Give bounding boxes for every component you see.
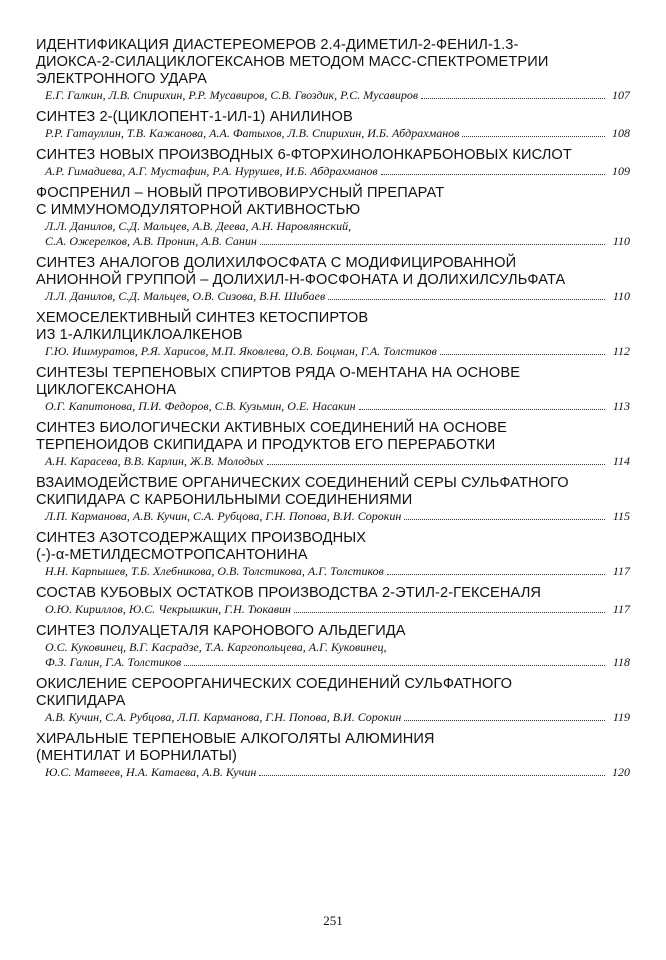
authors-line (45, 289, 630, 304)
entry-title-line: ЭЛЕКТРОННОГО УДАРА (36, 71, 207, 87)
entry-authors (36, 344, 630, 359)
authors-text: О.Г. Капитонова, П.И. Федоров, С.В. Кузьмин, О.Е. Насакин (45, 399, 356, 413)
toc-entry (36, 310, 630, 359)
entry-title-line: ВЗАИМОДЕЙСТВИЕ ОРГАНИЧЕСКИХ СОЕДИНЕНИЙ СЕРЫ СУЛЬФАТНОГО (36, 475, 569, 491)
entry-title-line: ОКИСЛЕНИЕ СЕРООРГАНИЧЕСКИХ СОЕДИНЕНИЙ СУЛЬФАТНОГО (36, 676, 513, 692)
authors-line (45, 602, 630, 617)
dot-leader (440, 353, 605, 355)
entry-title-line: ИДЕНТИФИКАЦИЯ ДИАСТЕРЕОМЕРОВ 2.4-ДИМЕТИЛ-2-ФЕНИЛ-1.3- (36, 37, 519, 53)
entry-title-line: ИЗ 1-АЛКИЛЦИКЛОАЛКЕНОВ (36, 327, 243, 343)
dot-leader (462, 135, 605, 137)
entry-title-line: ТЕРПЕНОИДОВ СКИПИДАРА И ПРОДУКТОВ ЕГО ПЕРЕРАБОТКИ (36, 437, 496, 453)
entry-title-line: СИНТЕЗ БИОЛОГИЧЕСКИ АКТИВНЫХ СОЕДИНЕНИЙ НА ОСНОВЕ (36, 420, 508, 436)
entry-page-number: 107 (612, 88, 630, 102)
dot-leader (267, 463, 605, 465)
dot-leader (421, 97, 605, 99)
entry-title-line: ХЕМОСЕЛЕКТИВНЫЙ СИНТЕЗ КЕТОСПИРТОВ (36, 310, 369, 326)
entry-page-number: 112 (612, 344, 630, 358)
entry-page-number: 110 (612, 289, 630, 303)
entry-title (36, 255, 630, 289)
toc-entry (36, 185, 630, 249)
entry-authors (36, 564, 630, 579)
entry-title (36, 147, 630, 164)
dot-leader (184, 664, 605, 666)
entry-authors (36, 602, 630, 617)
toc-entry (36, 530, 630, 579)
entry-authors (36, 219, 630, 249)
entry-authors (36, 164, 630, 179)
authors-line (45, 399, 630, 414)
authors-text: А.Н. Карасева, В.В. Карлин, Ж.В. Молодых (45, 454, 264, 468)
entry-title-line: ДИОКСА-2-СИЛАЦИКЛОГЕКСАНОВ МЕТОДОМ МАСС-СПЕКТРОМЕТРИИ (36, 54, 549, 70)
authors-text: Л.Л. Данилов, С.Д. Мальцев, О.В. Сизова, В.Н. Шибаев (45, 289, 326, 303)
authors-text: О.Ю. Кириллов, Ю.С. Чекрышкин, Г.Н. Тюкавин (45, 602, 291, 616)
entry-authors (36, 126, 630, 141)
entry-title (36, 109, 630, 126)
authors-text: Ф.З. Галин, Г.А. Толстиков (45, 655, 182, 669)
authors-line (45, 655, 630, 670)
authors-text: Л.П. Карманова, А.В. Кучин, С.А. Рубцова, Г.Н. Попова, В.И. Сорокин (45, 509, 402, 523)
entry-title (36, 530, 630, 564)
entry-page-number: 110 (612, 234, 630, 248)
entry-page-number: 119 (612, 710, 630, 724)
entry-page-number: 109 (612, 164, 630, 178)
authors-text: Е.Г. Галкин, Л.В. Спирихин, Р.Р. Мусавиров, С.В. Гвоздик, Р.С. Мусавиров (45, 88, 419, 102)
entry-page-number: 118 (612, 655, 630, 669)
entry-authors (36, 765, 630, 780)
entry-page-number: 114 (612, 454, 630, 468)
entry-page-number: 108 (612, 126, 630, 140)
dot-leader (387, 573, 605, 575)
toc-entry (36, 420, 630, 469)
entry-title (36, 676, 630, 710)
dot-leader (260, 243, 605, 245)
toc-entry (36, 255, 630, 304)
entry-title-line: СКИПИДАРА (36, 693, 126, 709)
page-number: 251 (323, 913, 343, 928)
entry-page-number: 113 (612, 399, 630, 413)
entry-authors (36, 509, 630, 524)
entry-title (36, 420, 630, 454)
entry-page-number: 117 (612, 602, 630, 616)
dot-leader (404, 719, 605, 721)
entry-page-number: 117 (612, 564, 630, 578)
dot-leader (404, 518, 605, 520)
authors-line (45, 234, 630, 249)
entry-authors (36, 399, 630, 414)
authors-text: Н.Н. Карпышев, Т.Б. Хлебникова, О.В. Толстикова, А.Г. Толстиков (45, 564, 384, 578)
entry-authors (36, 454, 630, 469)
entry-title-line: СОСТАВ КУБОВЫХ ОСТАТКОВ ПРОИЗВОДСТВА 2-ЭТИЛ-2-ГЕКСЕНАЛЯ (36, 585, 542, 601)
entry-title-line: СИНТЕЗ 2-(ЦИКЛОПЕНТ-1-ИЛ-1) АНИЛИНОВ (36, 109, 353, 125)
entry-title-line: СИНТЕЗ АЗОТСОДЕРЖАЩИХ ПРОИЗВОДНЫХ (36, 530, 367, 546)
entry-title-line: СИНТЕЗЫ ТЕРПЕНОВЫХ СПИРТОВ РЯДА О-МЕНТАНА НА ОСНОВЕ (36, 365, 521, 381)
entry-page-number: 115 (612, 509, 630, 523)
toc-entry (36, 623, 630, 670)
dot-leader (328, 298, 605, 300)
entry-title-line: СИНТЕЗ ПОЛУАЦЕТАЛЯ КАРОНОВОГО АЛЬДЕГИДА (36, 623, 406, 639)
authors-line (45, 454, 630, 469)
entry-title-line: ХИРАЛЬНЫЕ ТЕРПЕНОВЫЕ АЛКОГОЛЯТЫ АЛЮМИНИЯ (36, 731, 435, 747)
entry-authors (36, 88, 630, 103)
authors-line (45, 219, 630, 234)
entry-title (36, 475, 630, 509)
entry-title-line: СКИПИДАРА С КАРБОНИЛЬНЫМИ СОЕДИНЕНИЯМИ (36, 492, 413, 508)
entry-authors (36, 710, 630, 725)
entry-title-line: (-)-α-МЕТИЛДЕСМОТРОПСАНТОНИНА (36, 547, 308, 563)
authors-text: О.С. Куковинец, В.Г. Касрадзе, Т.А. Каргопольцева, А.Г. Куковинец, (45, 640, 387, 654)
entry-title (36, 365, 630, 399)
entry-title (36, 585, 630, 602)
authors-line (45, 509, 630, 524)
toc-entry (36, 731, 630, 780)
entry-title (36, 310, 630, 344)
authors-line (45, 126, 630, 141)
entry-page-number: 120 (612, 765, 630, 779)
toc-entry (36, 365, 630, 414)
entry-title-line: (МЕНТИЛАТ И БОРНИЛАТЫ) (36, 748, 237, 764)
dot-leader (259, 774, 605, 776)
entry-title-line: ЦИКЛОГЕКСАНОНА (36, 382, 177, 398)
entry-title-line: ФОСПРЕНИЛ – НОВЫЙ ПРОТИВОВИРУСНЫЙ ПРЕПАРАТ (36, 185, 445, 201)
dot-leader (359, 408, 605, 410)
entry-authors (36, 289, 630, 304)
toc-entry (36, 109, 630, 141)
authors-line (45, 640, 630, 655)
authors-text: А.В. Кучин, С.А. Рубцова, Л.П. Карманова, Г.Н. Попова, В.И. Сорокин (45, 710, 402, 724)
authors-text: Р.Р. Гатауллин, Т.В. Кажанова, А.А. Фатыхов, Л.В. Спирихин, И.Б. Абдрахманов (45, 126, 460, 140)
dot-leader (294, 611, 605, 613)
authors-text: А.Р. Гимадиева, А.Г. Мустафин, Р.А. Нурушев, И.Б. Абдрахманов (45, 164, 378, 178)
table-of-contents (36, 37, 630, 786)
authors-text: Ю.С. Матвеев, Н.А. Катаева, А.В. Кучин (45, 765, 257, 779)
authors-line (45, 765, 630, 780)
entry-title (36, 623, 630, 640)
entry-title-line: АНИОННОЙ ГРУППОЙ – ДОЛИХИЛ-Н-ФОСФОНАТА И ДОЛИХИЛСУЛЬФАТА (36, 272, 566, 288)
toc-entry (36, 585, 630, 617)
toc-entry (36, 475, 630, 524)
toc-entry (36, 147, 630, 179)
entry-title (36, 731, 630, 765)
dot-leader (381, 173, 605, 175)
authors-text: Г.Ю. Ишмуратов, Р.Я. Харисов, М.П. Яковлева, О.В. Боцман, Г.А. Толстиков (45, 344, 437, 358)
authors-line (45, 710, 630, 725)
authors-text: С.А. Ожерелков, А.В. Пронин, А.В. Санин (45, 234, 257, 248)
authors-line (45, 344, 630, 359)
entry-authors (36, 640, 630, 670)
authors-line (45, 564, 630, 579)
toc-entry (36, 676, 630, 725)
authors-line (45, 88, 630, 103)
entry-title-line: СИНТЕЗ АНАЛОГОВ ДОЛИХИЛФОСФАТА С МОДИФИЦИРОВАННОЙ (36, 255, 517, 271)
entry-title (36, 37, 630, 88)
authors-line (45, 164, 630, 179)
entry-title (36, 185, 630, 219)
entry-title-line: СИНТЕЗ НОВЫХ ПРОИЗВОДНЫХ 6-ФТОРХИНОЛОНКАРБОНОВЫХ КИСЛОТ (36, 147, 572, 163)
authors-text: Л.Л. Данилов, С.Д. Мальцев, А.В. Деева, А.Н. Наровлянский, (45, 219, 352, 233)
toc-entry (36, 37, 630, 103)
entry-title-line: С ИММУНОМОДУЛЯТОРНОЙ АКТИВНОСТЬЮ (36, 202, 361, 218)
